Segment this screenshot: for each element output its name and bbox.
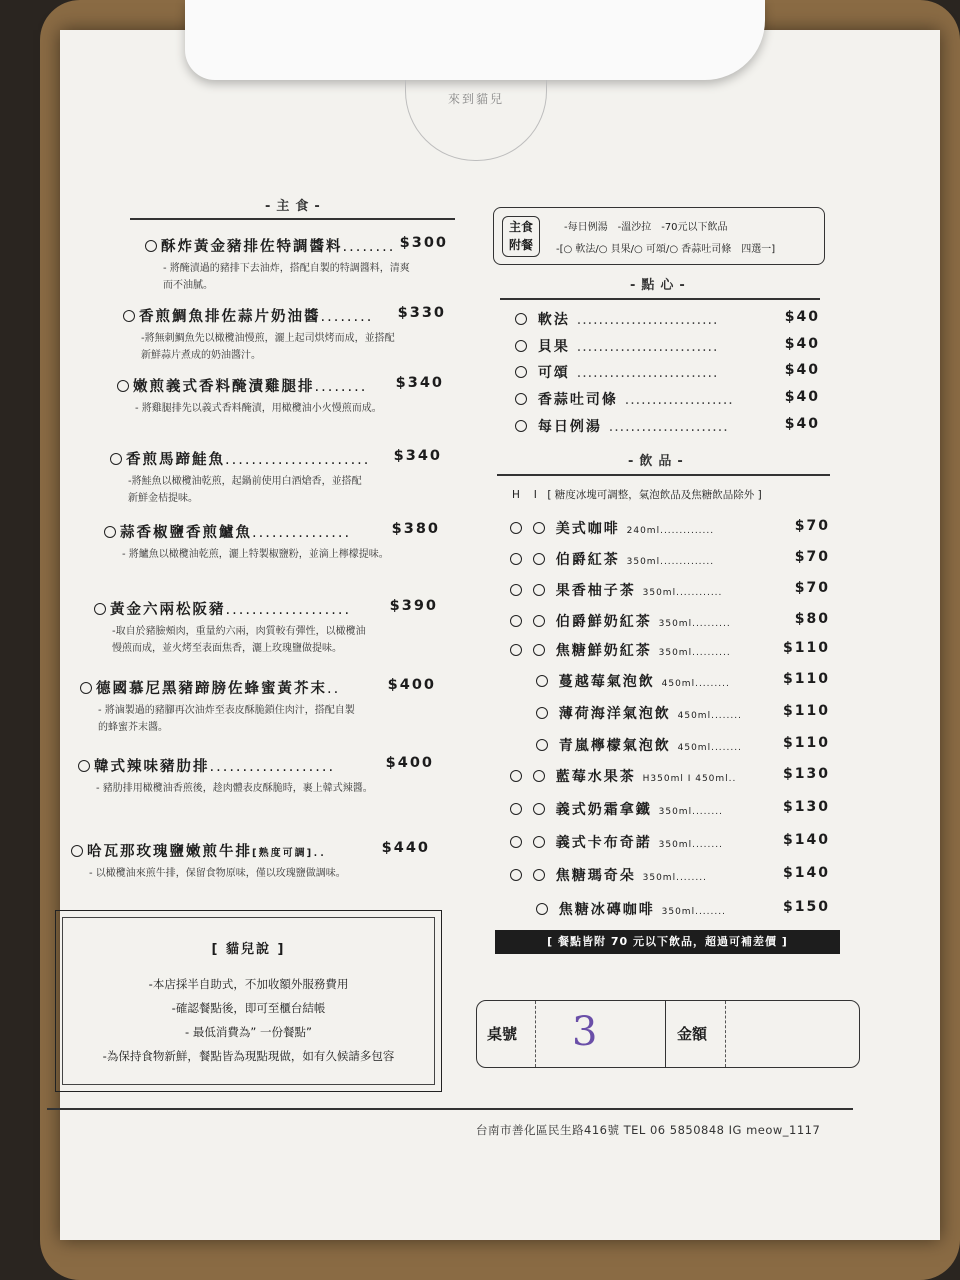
drink-dots: ........ [692,807,723,817]
main-item-name: 韓式辣味豬肋排 [94,759,210,775]
main-item-price: $400 [387,677,436,693]
restaurant-footer: 台南市善化區民生路416號 TEL 06 5850848 IG meow_1117 [476,1123,821,1137]
ice-circle-icon[interactable] [536,707,548,719]
drink-name: 焦糖瑪奇朵 [555,868,636,884]
drink-dots: ........ [711,711,742,721]
main-item-desc [110,473,442,507]
select-circle-icon[interactable] [104,526,116,538]
drink-name: 焦糖鮮奶紅茶 [555,643,652,659]
main-item-desc [117,400,444,417]
main-item-name: 德國慕尼黑豬蹄膀佐蜂蜜黃芥末 [96,681,327,697]
ice-circle-icon[interactable] [533,615,545,627]
table-amount-divider [665,1001,666,1067]
drink-dots: .. [728,774,737,784]
drink-volume: 450ml [677,711,712,721]
drink-name: 薄荷海洋氣泡飲 [558,706,671,722]
drink-name: 果香柚子茶 [555,583,636,599]
main-item-line [117,375,444,396]
hot-circle-icon[interactable] [510,803,522,815]
snacks-section-title: -點心- [630,278,691,293]
set-meal-box [493,207,825,265]
select-circle-icon[interactable] [94,603,106,615]
main-item-desc [78,780,434,797]
drink-item [510,799,830,819]
drink-price: $70 [794,580,830,596]
select-circle-icon[interactable] [78,760,90,772]
drink-name: 伯爵紅茶 [555,552,620,568]
drink-price: $70 [794,549,830,565]
snack-price: $40 [784,362,820,378]
main-item-name: 哈瓦那玫瑰鹽嫩煎牛排 [87,844,252,860]
select-circle-icon[interactable] [80,682,92,694]
snack-dots: ...................... [608,419,729,435]
drink-item [510,899,830,919]
hot-circle-icon[interactable] [510,522,522,534]
main-item-price: $300 [399,235,448,251]
main-item [117,375,444,417]
drink-price: $130 [783,766,830,782]
hot-circle-icon[interactable] [510,869,522,881]
select-circle-icon[interactable] [145,240,157,252]
main-item-name: 蒜香椒鹽香煎鱸魚 [120,525,252,541]
cat-says-title: [ 貓兒說 ] [211,942,286,957]
main-item-desc-line1: -將無刺鯛魚先以橄欖油慢煎，灑上起司烘烤而成，並搭配 [141,333,395,344]
drink-volume: 350ml [658,840,693,850]
main-item-price: $330 [397,305,446,321]
snack-name: 軟法 [537,312,570,328]
select-circle-icon[interactable] [123,310,135,322]
drink-item [510,611,830,631]
drink-price: $130 [783,799,830,815]
main-item-desc [104,546,440,563]
main-item-name: 香煎馬蹄鮭魚 [126,452,225,468]
drink-name: 伯爵鮮奶紅茶 [555,614,652,630]
hot-circle-icon[interactable] [510,644,522,656]
ice-circle-icon[interactable] [533,584,545,596]
main-item [80,677,436,736]
main-item-name: 酥炸黃金豬排佐特調醬料 [161,239,343,255]
cat-says-line-3: - 最低消費為” 一份餐點” [185,1025,312,1039]
hot-circle-icon[interactable] [510,615,522,627]
select-circle-icon[interactable] [515,420,527,432]
drink-dots: ........ [711,743,742,753]
table-number-value[interactable]: 3 [572,1009,598,1055]
main-title-rule [130,218,455,220]
drink-price: $110 [783,703,830,719]
snack-name: 貝果 [537,339,570,355]
drink-volume: 350ml [626,557,661,567]
hot-circle-icon[interactable] [510,553,522,565]
drink-name: 焦糖冰磚咖啡 [558,902,655,918]
drink-volume: 350ml [658,619,693,629]
hot-circle-icon[interactable] [510,584,522,596]
drinks-header: H I [ 糖度冰塊可調整，氣泡飲品及焦糖飲品除外 ] [512,489,762,501]
main-item-dots: ................... [209,759,336,775]
main-item [145,235,448,294]
drink-item [510,735,830,755]
set-meal-line2: -[○ 軟法/○ 貝果/○ 可頌/○ 香蒜吐司條 四選一] [556,244,776,255]
snack-name: 香蒜吐司條 [537,392,618,408]
main-item-desc-line1: - 將滷製過的豬腳再次油炸至表皮酥脆鎖住肉汁，搭配自製 [98,705,355,716]
main-item-dots: ...................... [225,452,371,468]
snack-dots: .......................... [576,365,719,381]
cat-says-line-4: -為保持食物新鮮，餐點皆為現點現做，如有久候請多包容 [102,1049,395,1063]
main-item-dots: ............... [252,525,352,541]
main-item [78,755,434,797]
set-meal-label: 主食 附餐 [502,216,540,257]
amount-label: 金額 [677,1025,708,1043]
main-item-desc-line2: 而不油膩。 [163,280,213,291]
drink-volume: 350ml [658,648,693,658]
drink-dots: ......... [695,679,730,689]
main-item-line [123,305,446,326]
drink-volume: 450ml [677,743,712,753]
main-item [123,305,446,364]
drink-name: 藍莓水果茶 [555,769,636,785]
table-label-divider [535,1001,536,1067]
main-item [104,521,440,563]
snack-item [515,362,820,382]
drink-name: 美式咖啡 [555,521,620,537]
main-item-desc-line1: - 以橄欖油來煎牛排，保留食物原味，僅以玫瑰鹽做調味。 [89,868,346,879]
drink-volume: H350ml I 450ml [642,774,729,784]
main-item-desc-line2: 慢煎而成，並火烤至表面焦香，灑上玫瑰鹽做提味。 [112,643,342,654]
main-item-line [80,677,436,698]
ice-circle-icon[interactable] [533,553,545,565]
main-item-line [78,755,434,776]
logo-text: 來到貓兒 [447,92,504,106]
main-item-line [145,235,448,256]
drink-item [510,832,830,852]
drinks-section-title: -飲品- [628,454,689,469]
drink-price: $140 [783,865,830,881]
drink-item [510,518,830,538]
main-item-desc-line2: 新鮮蒜片煮成的奶油醬汁。 [141,350,261,361]
main-item-line [104,521,440,542]
drink-item [510,549,830,569]
snack-price: $40 [784,389,820,405]
drink-price: $150 [783,899,830,915]
drink-volume: 450ml [661,679,696,689]
hot-circle-icon[interactable] [510,770,522,782]
drink-price: $110 [783,671,830,687]
select-circle-icon[interactable] [515,313,527,325]
snack-item [515,389,820,409]
main-item-line [94,598,438,619]
drink-volume: 350ml [642,873,677,883]
main-item-price: $340 [393,448,442,464]
ice-circle-icon[interactable] [533,836,545,848]
snack-dots: .................... [624,392,734,408]
ice-circle-icon[interactable] [533,522,545,534]
drink-name: 義式奶霜拿鐵 [555,802,652,818]
main-item-desc-line2: 新鮮金桔提味。 [128,493,198,504]
main-item [71,840,430,882]
drink-item [510,671,830,691]
ice-circle-icon[interactable] [533,869,545,881]
amount-label-divider [725,1001,726,1067]
main-item [110,448,442,507]
main-item-price: $440 [381,840,430,856]
main-item-desc [145,260,448,294]
drink-dots: ........ [676,873,707,883]
drink-volume: 350ml [661,907,696,917]
snack-name: 可頌 [537,365,570,381]
main-item-desc [80,702,436,736]
main-item-desc-line1: -將鮭魚以橄欖油乾煎，起鍋前使用白酒熗香，並搭配 [128,476,362,487]
cat-says-line-1: -本店採半自助式，不加收額外服務費用 [148,977,349,991]
snack-price: $40 [784,416,820,432]
drink-dots: .............. [660,557,715,567]
drink-item [510,865,830,885]
footer-rule [47,1108,853,1110]
drink-volume: 350ml [642,588,677,598]
select-circle-icon[interactable] [110,453,122,465]
ice-circle-icon[interactable] [536,903,548,915]
snack-name: 每日例湯 [537,419,602,435]
drink-price: $110 [783,735,830,751]
ice-circle-icon[interactable] [533,644,545,656]
drink-volume: 350ml [658,807,693,817]
main-item-line [110,448,442,469]
main-item-name: 嫩煎義式香料醃漬雞腿排 [133,379,315,395]
main-item-line [71,840,430,861]
ice-circle-icon[interactable] [536,675,548,687]
drink-price: $80 [794,611,830,627]
drink-name: 青嵐檸檬氣泡飲 [558,738,671,754]
clipboard-clip [185,0,765,80]
ice-circle-icon[interactable] [533,803,545,815]
snack-item [515,336,820,356]
main-item-desc-line2: 的蜂蜜芥末醬。 [98,722,168,733]
main-item-dots: .. [313,844,327,860]
main-item-desc-line1: - 豬肋排用橄欖油香煎後，趁肉體表皮酥脆時，裹上韓式辣醬。 [96,783,373,794]
cat-says-line-2: -確認餐點後，即可至櫃台結帳 [171,1001,326,1015]
main-item-name: 香煎鯛魚排佐蒜片奶油醬 [139,309,321,325]
drink-dots: ........ [692,840,723,850]
select-circle-icon[interactable] [515,340,527,352]
main-item-dots: ................... [225,602,352,618]
main-item-dots: .. [327,681,341,697]
main-item-dots: ........ [320,309,374,325]
main-item-dots: ........ [314,379,368,395]
snack-dots: .......................... [576,339,719,355]
main-item-name: 黃金六兩松阪豬 [110,602,226,618]
order-box [476,1000,860,1068]
drink-item [510,766,830,786]
main-item-desc-line1: - 將雞腿排先以義式香料醃漬，用橄欖油小火慢煎而成。 [135,403,382,414]
main-item-desc [94,623,438,657]
drink-name: 蔓越莓氣泡飲 [558,674,655,690]
main-item-price: $400 [385,755,434,771]
snack-item [515,309,820,329]
main-section-title: -主食- [265,199,326,214]
select-circle-icon[interactable] [117,380,129,392]
cat-says-inner [62,917,435,1085]
main-item [94,598,438,657]
select-circle-icon[interactable] [515,393,527,405]
main-item-price: $340 [395,375,444,391]
ice-circle-icon[interactable] [533,770,545,782]
snack-price: $40 [784,336,820,352]
drink-item [510,640,830,660]
snack-price: $40 [784,309,820,325]
snacks-title-rule [500,298,820,300]
drink-item [510,580,830,600]
drink-dots: ........ [695,907,726,917]
drink-price: $70 [794,518,830,534]
drink-dots: .............. [660,526,715,536]
snack-dots: .......................... [576,312,719,328]
select-circle-icon[interactable] [71,845,83,857]
main-item-desc-line1: - 將醃漬過的豬排下去油炸，搭配自製的特調醬料，清爽 [163,263,410,274]
hot-circle-icon[interactable] [510,836,522,848]
main-item-tag: [熟度可調] [252,848,314,859]
drink-dots: .......... [692,648,731,658]
drink-dots: ............ [676,588,723,598]
main-item-desc-line1: -取自於豬臉頰肉，重量約六兩，肉質較有彈性，以橄欖油 [112,626,366,637]
drink-note-bar: [ 餐點皆附 70 元以下飲品，超過可補差價 ] [495,930,840,954]
table-number-label: 桌號 [487,1025,518,1043]
main-item-price: $380 [391,521,440,537]
drink-price: $140 [783,832,830,848]
set-meal-line1: -每日例湯 -溫沙拉 -70元以下飲品 [564,222,728,233]
drinks-title-rule [497,474,830,476]
cat-says-box [55,910,442,1092]
main-item-desc [71,865,430,882]
main-item-desc [123,330,446,364]
drink-price: $110 [783,640,830,656]
drink-volume: 240ml [626,526,661,536]
ice-circle-icon[interactable] [536,739,548,751]
main-item-desc-line1: - 將鱸魚以橄欖油乾煎，灑上特製椒鹽粉，並滴上檸檬提味。 [122,549,389,560]
drink-dots: .......... [692,619,731,629]
drink-name: 義式卡布奇諾 [555,835,652,851]
main-item-dots: ........ [342,239,396,255]
snack-item [515,416,820,436]
main-item-price: $390 [389,598,438,614]
select-circle-icon[interactable] [515,366,527,378]
drink-item [510,703,830,723]
